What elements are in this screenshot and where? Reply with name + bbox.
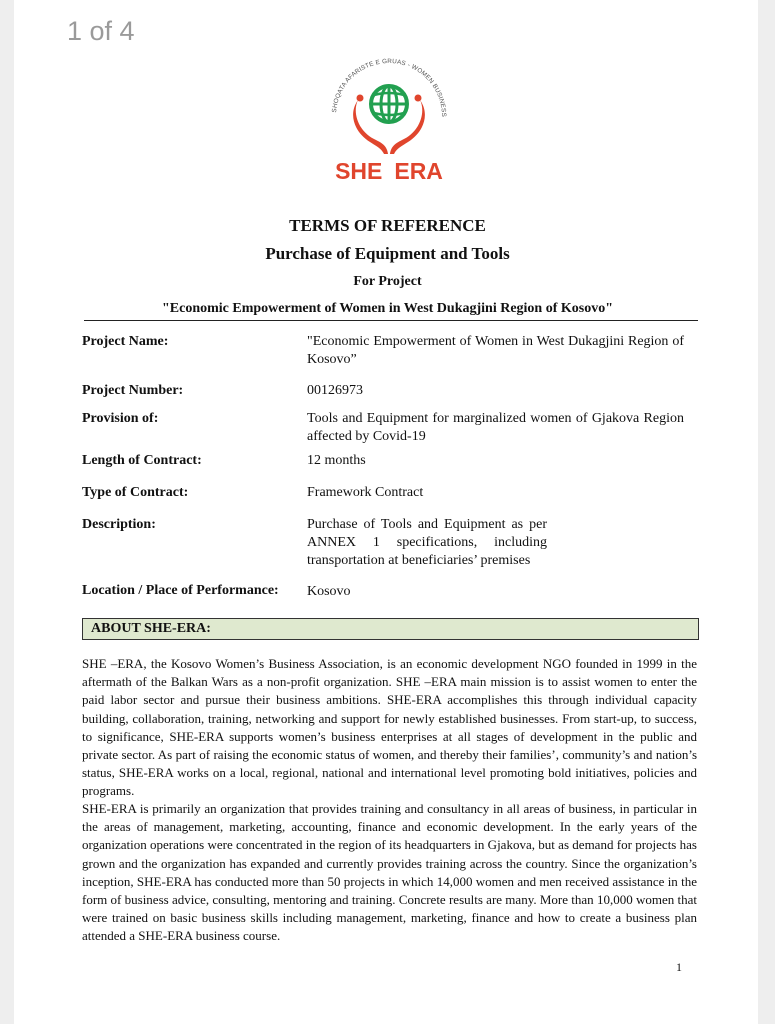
type-of-contract-value: Framework Contract <box>307 485 424 500</box>
page-number: 1 <box>676 960 682 974</box>
about-paragraph-1: SHE –ERA, the Kosovo Women’s Business Association, is an economic development NGO founded in 1999 in the aftermath of the Balkan Wars as a non-profit organization. SHE –ERA main mission is to assist women to enter the paid labor sector and pursue their business ambitions. SHE-ERA accomplishes this through individual capacity building, collaboration, training, networking and support for newly established businesses. From start-up, to success, to significance, SHE-ERA supports women’s business enterprises at all stages of development in the public and private sector. As part of raising the economic status of women, and thereby their families’, community’s and nation’s status, SHE-ERA works on a local, regional, national and international level promoting bold initiatives, policies and programs. <box>82 656 697 799</box>
location-value: Kosovo <box>307 584 351 599</box>
project-number-label: Project Number: <box>82 383 184 398</box>
location-label: Location / Place of Performance: <box>82 583 279 598</box>
title-divider <box>84 320 698 321</box>
provision-value: Tools and Equipment for marginalized women of Gjakova Region affected by Covid-19 <box>307 411 684 444</box>
logo-she: SHE <box>335 158 383 184</box>
project-name-value: "Economic Empowerment of Women in West Dukagjini Region of Kosovo” <box>307 334 684 367</box>
about-heading: ABOUT SHE-ERA: <box>91 621 211 636</box>
length-of-contract-value: 12 months <box>307 453 366 468</box>
project-name-label: Project Name: <box>82 334 169 349</box>
logo-era: ERA <box>394 158 443 184</box>
project-title: "Economic Empowerment of Women in West Dukagjini Region of Kosovo" <box>162 301 613 316</box>
document-subtitle: Purchase of Equipment and Tools <box>265 244 510 263</box>
logo-wordmark <box>318 158 460 185</box>
logo-graphic <box>318 54 460 164</box>
description-value: Purchase of Tools and Equipment as per ANNEX 1 specifications, including transportation at beneficiaries’ premises <box>307 517 547 568</box>
project-number-value: 00126973 <box>307 383 363 398</box>
provision-label: Provision of: <box>82 411 159 426</box>
about-paragraph-2: SHE-ERA is primarily an organization that provides training and consultancy in all areas of business, in particular in the areas of management, marketing, accounting, finance and economic development. In the early years of the organization operations were concentrated in the region of its headquarters in Gjakova, but as demand for projects has grown and the organization has expanded and currently provides training across the country. Since the organization’s inception, SHE-ERA has conducted more than 50 projects in which 14,000 women and men received assistance in the form of business advice, consulting, mentoring and training. Concrete results are many. More than 10,000 women that were trained on basic business skills including management, marketing, finance and how to create a business plan attended a SHE-ERA business course. <box>82 801 697 944</box>
globe-icon <box>371 86 407 122</box>
length-of-contract-label: Length of Contract: <box>82 453 202 468</box>
logo-arc-text: SHOQATA AFARISTE E GRUAS - WOMEN BUSINESS <box>331 57 448 118</box>
description-label: Description: <box>82 517 156 532</box>
she-era-logo <box>318 54 460 194</box>
document-title: TERMS OF REFERENCE <box>289 216 486 235</box>
type-of-contract-label: Type of Contract: <box>82 485 189 500</box>
about-section-header <box>82 618 699 640</box>
page-counter: 1 of 4 <box>67 16 135 46</box>
for-project-label: For Project <box>353 274 422 289</box>
